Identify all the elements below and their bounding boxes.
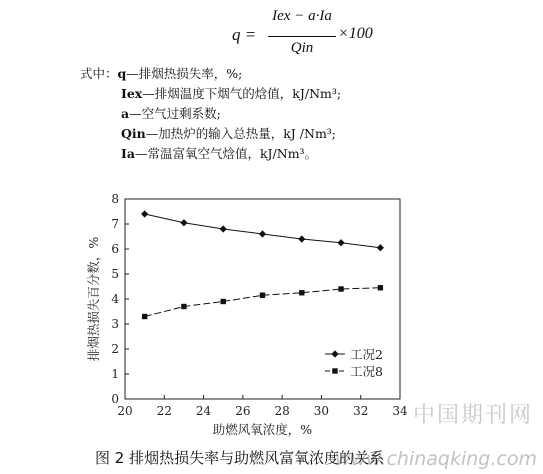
definition-text: —空气过剩系数;	[129, 106, 221, 121]
definition-symbol: Ia	[121, 146, 135, 161]
data-point-series-1	[259, 230, 266, 237]
legend-label: 工况2	[350, 347, 383, 362]
x-axis-label: 助燃风氧浓度，%	[212, 422, 313, 437]
watermark-url: www.chinaqking.com	[335, 448, 537, 470]
x-tick-label: 28	[274, 404, 290, 418]
x-tick-label: 22	[156, 404, 172, 418]
y-tick-label: 8	[111, 192, 119, 206]
y-tick-label: 7	[111, 217, 119, 231]
definition-text: —加热炉的输入总热量，kJ /Nm³;	[145, 126, 337, 141]
y-tick-label: 6	[111, 242, 119, 256]
data-point-series-2	[299, 290, 304, 295]
y-tick-label: 5	[111, 267, 119, 281]
definition-text: —排烟热损失率，%;	[126, 66, 243, 81]
y-tick-label: 4	[111, 292, 119, 306]
data-point-series-1	[298, 235, 305, 242]
data-point-series-1	[141, 210, 148, 217]
y-tick-label: 0	[111, 392, 119, 406]
legend-marker	[332, 368, 337, 373]
y-tick-label: 2	[111, 342, 119, 356]
data-point-series-2	[221, 299, 226, 304]
definition-symbol: Iex	[121, 86, 143, 101]
x-tick-label: 30	[313, 404, 330, 418]
y-axis-label: 排烟热损失百分数，%	[86, 236, 101, 362]
definition-text: —排烟温度下烟气的焓值，kJ/Nm³;	[142, 86, 342, 101]
legend-label: 工况8	[350, 364, 383, 379]
formula-multiplier: ×100	[338, 25, 373, 42]
data-point-series-2	[142, 314, 147, 319]
formula-lhs: q =	[232, 25, 257, 44]
x-tick-label: 20	[117, 404, 133, 418]
x-tick-label: 24	[195, 404, 212, 418]
definition-text: —常温富氧空气焓值，kJ/Nm³。	[134, 146, 318, 161]
data-point-series-2	[181, 304, 186, 309]
watermark-text: 中国期刊网	[412, 403, 533, 428]
data-point-series-1	[180, 219, 187, 226]
data-point-series-1	[220, 225, 227, 232]
definitions-lead: 式中：	[80, 66, 118, 81]
formula-numerator: Iex − a·Ia	[272, 8, 332, 24]
x-tick-label: 32	[353, 404, 369, 418]
legend-marker	[331, 350, 338, 357]
y-tick-label: 3	[111, 317, 119, 331]
data-point-series-2	[338, 286, 343, 291]
x-tick-label: 26	[235, 404, 251, 418]
y-tick-label: 1	[111, 367, 119, 381]
x-tick-label: 34	[392, 404, 408, 418]
series-line-2	[145, 288, 381, 317]
data-point-series-1	[337, 239, 344, 246]
data-point-series-2	[260, 293, 265, 298]
data-point-series-1	[377, 244, 384, 251]
formula-denominator: Qin	[290, 40, 314, 56]
definition-symbol: Qin	[121, 126, 146, 141]
figure-caption: 图 2 排烟热损失率与助燃风富氧浓度的关系	[95, 449, 385, 467]
definition-symbol: a	[121, 106, 130, 121]
definition-symbol: q	[117, 66, 127, 81]
data-point-series-2	[378, 285, 383, 290]
